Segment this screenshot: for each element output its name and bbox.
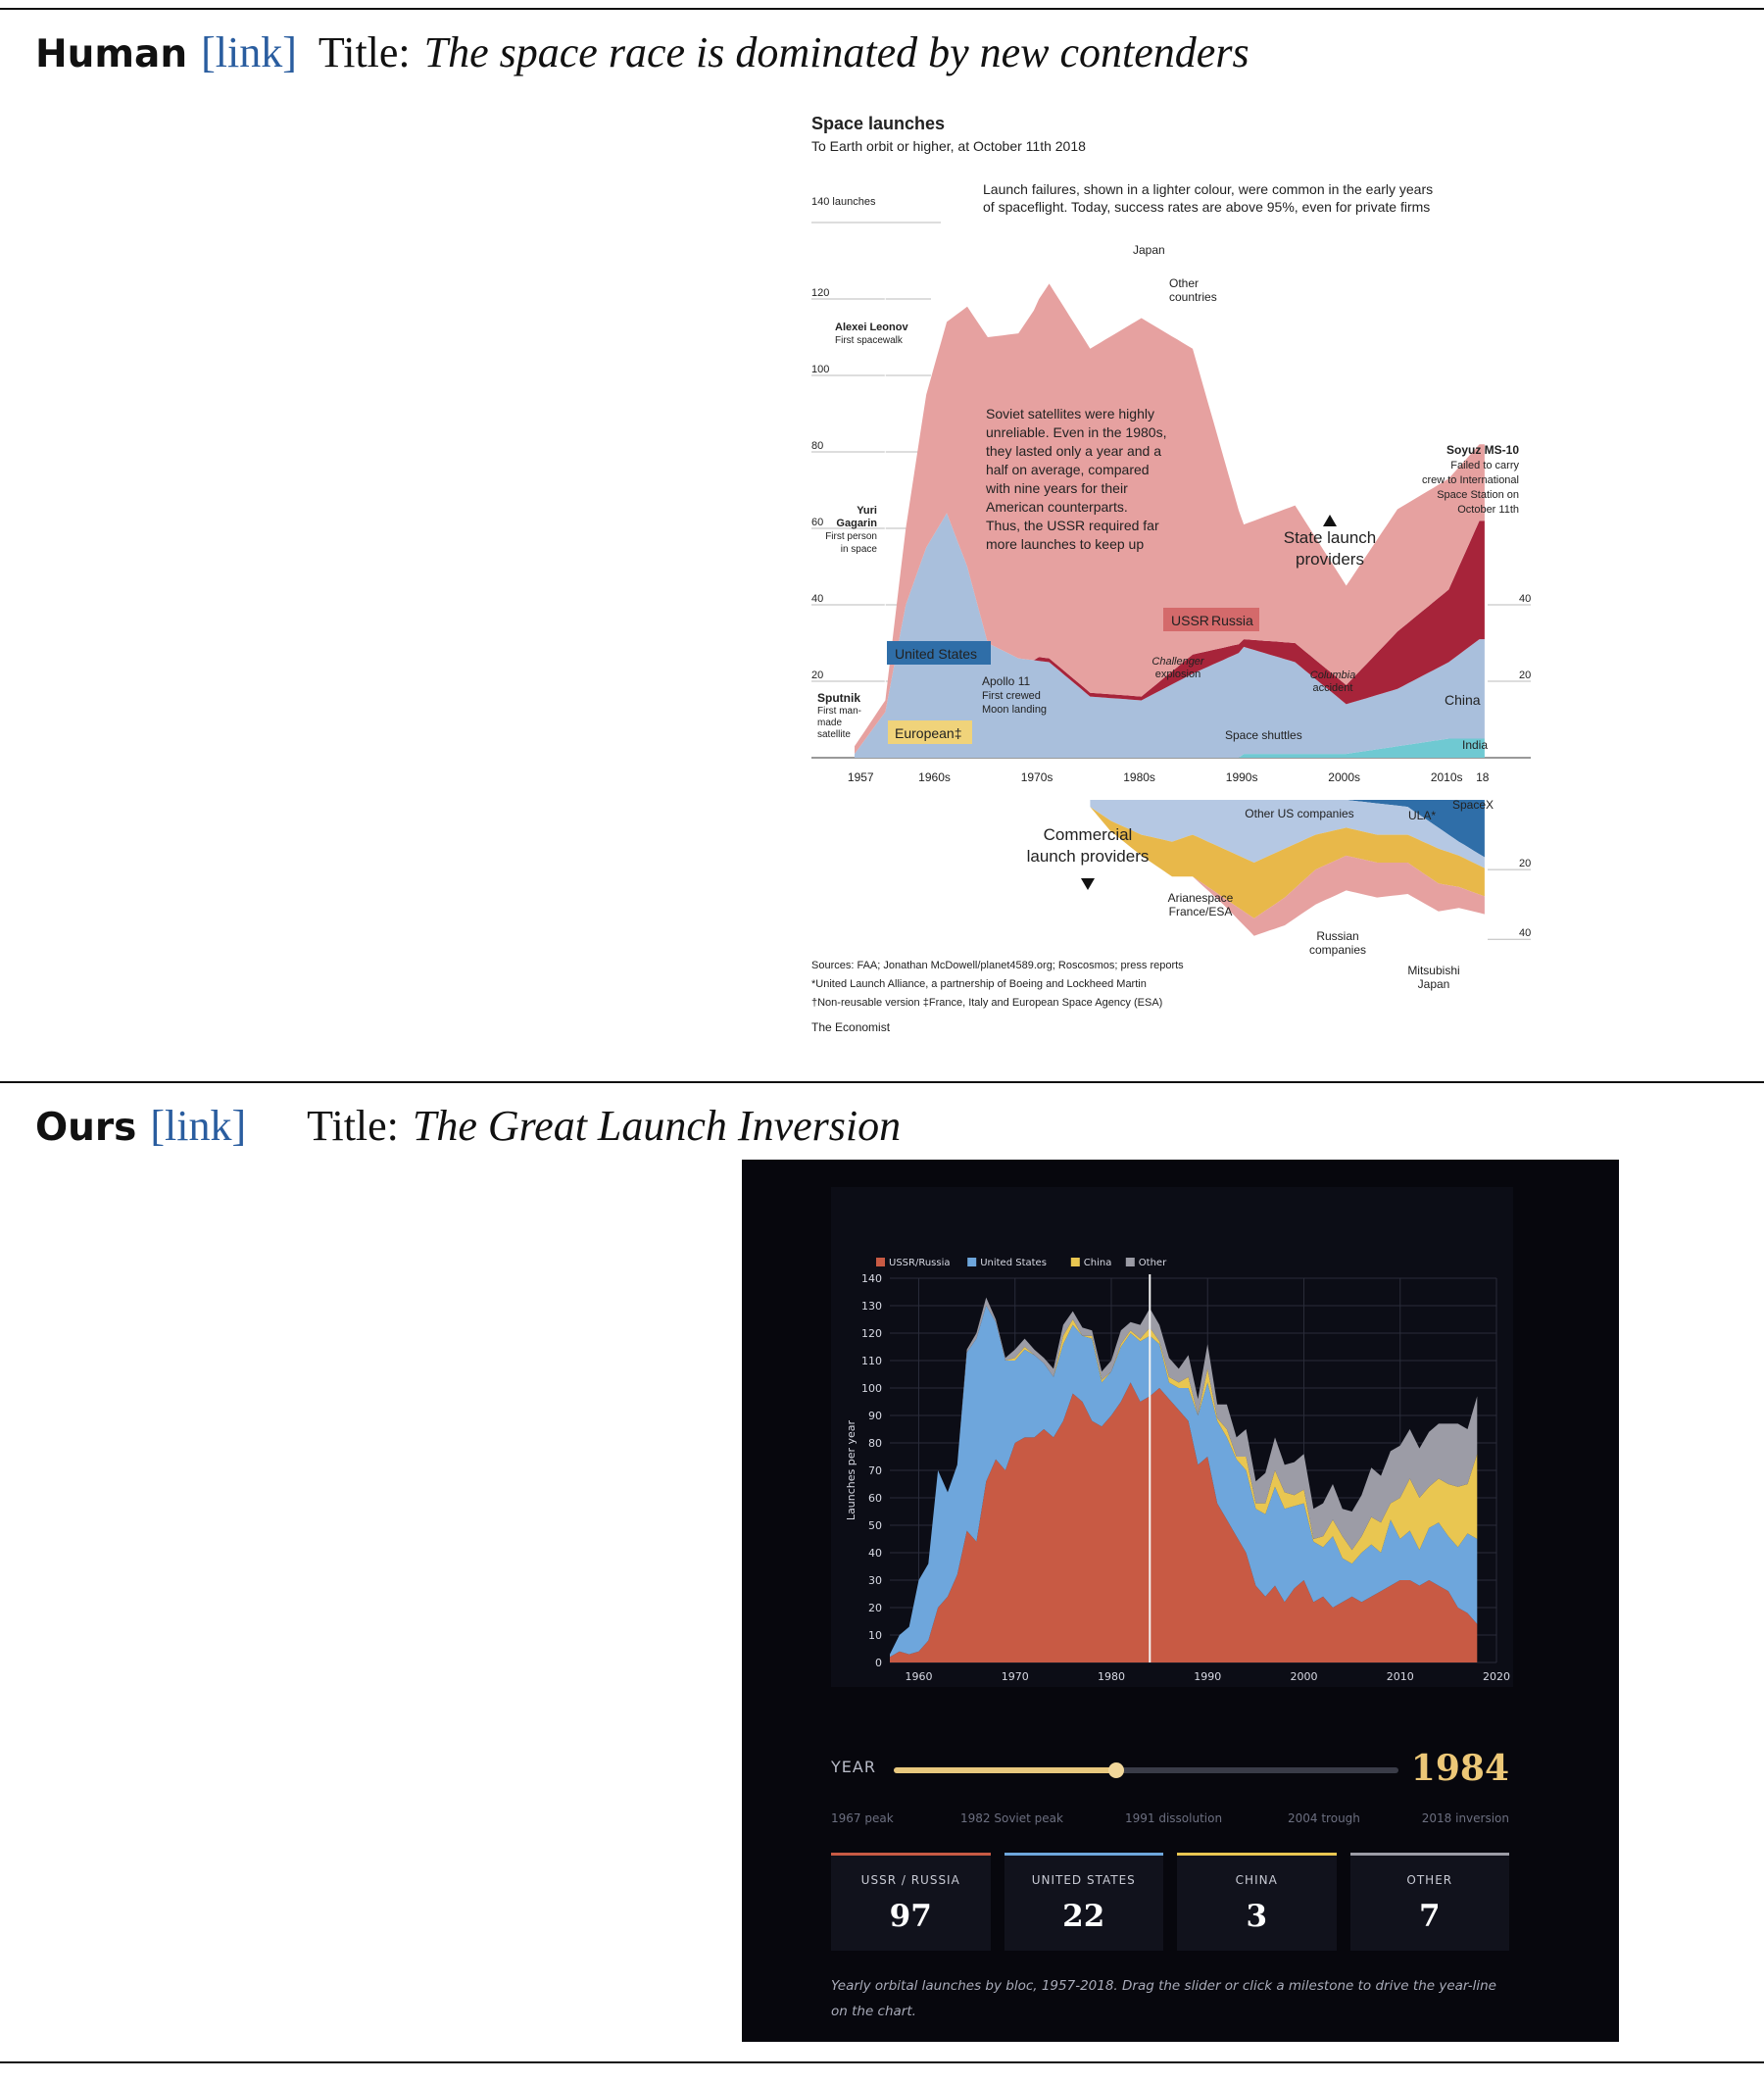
top-rule [0,8,1764,10]
year-control [831,1748,1509,1787]
econ-label-european: European‡ [895,725,962,741]
econ-brand: The Economist [811,1020,891,1034]
card-value: 7 [1418,1899,1441,1934]
econ-y-tick: 60 [811,517,824,528]
chart-caption [831,1973,1517,2024]
econ-soyuz-note-line: Soyuz MS-10 [1446,443,1519,457]
econ-label-ula: ULA* [1408,809,1437,822]
econ-label-shuttles: Space shuttles [1225,728,1302,742]
y-tick-label: 70 [868,1464,882,1477]
econ-source-3: †Non-reusable version ‡France, Italy and European Space Agency (ESA) [811,997,1163,1009]
econ-label-other-us: Other US companies [1245,807,1354,820]
card-label: OTHER [1406,1873,1453,1887]
econ-x-label: 2000s [1328,770,1361,784]
econ-right-tick: 40 [1519,593,1532,605]
legend-label: USSR/Russia [889,1258,951,1268]
x-tick-label: 2000 [1290,1670,1318,1683]
economist-chart [804,110,1539,1041]
econ-label-apollo: Apollo 11 [982,674,1031,688]
card-label: UNITED STATES [1031,1873,1136,1887]
econ-down-triangle [1081,878,1095,890]
y-tick-label: 90 [868,1410,882,1422]
econ-y-tick: 40 [811,593,824,605]
econ-soviet-note-line: unreliable. Even in the 1980s, [986,424,1167,440]
econ-label-leonov: Alexei Leonov [835,322,908,333]
milestone-list [831,1811,1509,1831]
card-china [1177,1853,1337,1951]
card-united-states [1004,1853,1164,1951]
econ-label-russian-co: Russian [1316,929,1359,943]
y-tick-label: 130 [861,1300,882,1313]
econ-sputnik-note-line: Sputnik [817,691,860,705]
econ-x-label: 18 [1476,770,1490,784]
econ-label-other: Other [1169,276,1200,290]
y-tick-label: 0 [875,1657,882,1669]
econ-y-tick: 20 [811,670,824,681]
bloc-cards [831,1853,1509,1951]
econ-soviet-note-line: with nine years for their [986,480,1128,496]
caption-line-2: on the chart. [831,2004,916,2019]
card-ussr-russia [831,1853,991,1951]
econ-title: Space launches [811,114,946,133]
econ-label-russian-co-2: companies [1308,943,1367,957]
card-label: USSR / RUSSIA [860,1873,960,1887]
legend-label: United States [980,1258,1047,1268]
econ-label-china: China [1445,692,1481,708]
econ-soviet-note-line: more launches to keep up [986,536,1145,552]
x-tick-label: 2010 [1386,1670,1414,1683]
econ-gagarin-note-line: Yuri [857,505,877,517]
econ-gagarin-note-line: First person [825,531,877,542]
legend-label: China [1083,1258,1112,1268]
econ-x-label: 2010s [1430,770,1463,784]
ours-title: The Great Launch Inversion [412,1102,902,1150]
x-tick-label: 1990 [1194,1670,1222,1683]
econ-label-mitsubishi: Mitsubishi [1407,964,1460,977]
econ-soviet-note-line: Thus, the USSR required far [986,518,1159,533]
year-slider-handle[interactable] [1108,1762,1124,1778]
x-tick-label: 2020 [1483,1670,1510,1683]
caption-line-1: Yearly orbital launches by bloc, 1957-2018. Drag the slider or click a milestone to drive the year-line [831,1978,1496,1994]
econ-right-tick: 20 [1519,670,1532,681]
x-tick-label: 1960 [905,1670,933,1683]
y-tick-label: 50 [868,1519,882,1532]
econ-x-label: 1957 [847,770,874,784]
econ-label-arianespace: Arianespace [1167,891,1234,905]
bottom-rule [0,2061,1764,2063]
human-title-label: Title: [318,28,411,76]
year-slider-fill [894,1767,1116,1773]
econ-soyuz-note-line: October 11th [1457,504,1519,516]
chart-legend [876,1258,1167,1268]
econ-x-label: 1980s [1123,770,1155,784]
econ-source-1: Sources: FAA; Jonathan McDowell/planet4589.org; Roscosmos; press reports [811,960,1184,971]
card-value: 22 [1062,1899,1105,1934]
econ-label-mitsubishi-2: Japan [1417,977,1450,991]
y-tick-label: 60 [868,1492,882,1505]
legend-label: Other [1138,1258,1167,1268]
card-value: 3 [1246,1899,1268,1934]
econ-label-apollo-3: Moon landing [982,704,1048,716]
econ-label-us: United States [895,646,978,662]
econ-up-triangle [1323,515,1337,526]
econ-label-leonov-2: First spacewalk [835,335,903,346]
economist-chart-svg [804,110,1539,1041]
econ-label-apollo-2: First crewed [982,690,1041,702]
x-tick-label: 1980 [1097,1670,1125,1683]
econ-subtitle: To Earth orbit or higher, at October 11th 2018 [811,138,1086,154]
chart-card [831,1187,1513,1687]
econ-failure-note-2: of spaceflight. Today, success rates are above 95%, even for private firms [983,199,1431,215]
econ-label-challenger: Challenger [1152,656,1204,668]
econ-y-tick: 120 [811,287,830,299]
y-tick-label: 100 [861,1382,882,1395]
econ-label-india: India [1462,738,1489,752]
econ-label-spacex: SpaceX [1452,798,1494,812]
card-value: 97 [889,1899,932,1934]
econ-label-arianespace-2: France/ESA [1168,905,1233,918]
econ-soyuz-note-line: Failed to carry [1450,460,1519,471]
year-label: YEAR [831,1758,876,1776]
middle-rule [0,1081,1764,1083]
econ-soviet-note-line: they lasted only a year and a [986,443,1162,459]
econ-label-russia: Russia [1211,613,1253,628]
y-tick-label: 30 [868,1574,882,1587]
milestone-2004-trough[interactable]: 2004 trough [1288,1811,1360,1825]
econ-label-columbia: Columbia [1309,670,1356,681]
milestone-1991-dissolution[interactable]: 1991 dissolution [1125,1811,1223,1825]
milestone-2018-inversion[interactable]: 2018 inversion [1421,1811,1509,1825]
econ-lower-tick: 40 [1519,927,1532,940]
econ-sputnik-note-line: satellite [817,729,851,740]
econ-x-label: 1970s [1020,770,1054,784]
ours-link[interactable]: [link] [150,1102,247,1150]
econ-label-other-2: countries [1169,290,1217,304]
econ-commercial-label: Commercial [1043,825,1133,844]
econ-gagarin-note-line: in space [840,544,877,555]
y-tick-label: 110 [861,1355,882,1367]
x-tick-label: 1970 [1001,1670,1029,1683]
legend-swatch [967,1258,976,1266]
econ-soyuz-note-line: Space Station on [1437,489,1519,501]
econ-soviet-note-line: half on average, compared [986,462,1150,477]
econ-sputnik-note-line: First man- [817,706,861,717]
y-axis-title: Launches per year [845,1419,858,1521]
econ-failure-note-1: Launch failures, shown in a lighter colour, were common in the early years [983,181,1434,197]
y-tick-label: 120 [861,1327,882,1340]
econ-sputnik-note-line: made [817,718,843,728]
ours-header [35,1101,901,1151]
chart-areas [890,1298,1477,1662]
econ-state-label: State launch [1283,528,1377,547]
stacked-area-chart [831,1187,1513,1687]
econ-unit-label: 140 launches [811,196,876,208]
legend-swatch [1126,1258,1135,1266]
human-title: The space race is dominated by new contenders [423,28,1250,76]
legend-swatch [1071,1258,1080,1266]
legend-swatch [876,1258,885,1266]
econ-y-tick: 80 [811,440,824,452]
econ-state-label-2: providers [1296,550,1364,569]
y-tick-label: 40 [868,1547,882,1560]
econ-x-label: 1990s [1225,770,1258,784]
econ-y-tick: 100 [811,364,830,375]
econ-soviet-note-line: Soviet satellites were highly [986,406,1154,422]
card-label: CHINA [1235,1873,1278,1887]
econ-source-2: *United Launch Alliance, a partnership of Boeing and Lockheed Martin [811,978,1147,990]
y-tick-label: 140 [861,1272,882,1285]
milestone-1982-soviet-peak[interactable]: 1982 Soviet peak [960,1811,1063,1825]
ours-title-label: Title: [307,1102,399,1150]
econ-label-columbia-2: accident [1312,682,1353,694]
econ-x-label: 1960s [918,770,951,784]
human-header [35,27,1250,77]
milestone-1967-peak[interactable]: 1967 peak [831,1811,894,1825]
econ-gagarin-note-line: Gagarin [836,518,877,529]
econ-label-ussr: USSR [1171,613,1209,628]
y-tick-label: 20 [868,1602,882,1614]
card-other [1350,1853,1510,1951]
econ-soviet-note-line: American counterparts. [986,499,1128,515]
human-label: Human [35,32,188,76]
econ-lower-tick: 20 [1519,858,1532,870]
human-link[interactable]: [link] [201,28,297,76]
ours-label: Ours [35,1106,137,1150]
y-tick-label: 10 [868,1629,882,1642]
year-slider-track[interactable] [894,1767,1398,1773]
econ-commercial-label-2: launch providers [1026,847,1150,866]
econ-label-japan: Japan [1133,243,1165,257]
year-value: 1984 [1410,1748,1509,1789]
econ-label-challenger-2: explosion [1154,669,1201,680]
econ-soyuz-note-line: crew to International [1421,474,1519,486]
y-tick-label: 80 [868,1437,882,1450]
econ-areas [855,283,1485,758]
launch-dashboard [742,1160,1619,2042]
